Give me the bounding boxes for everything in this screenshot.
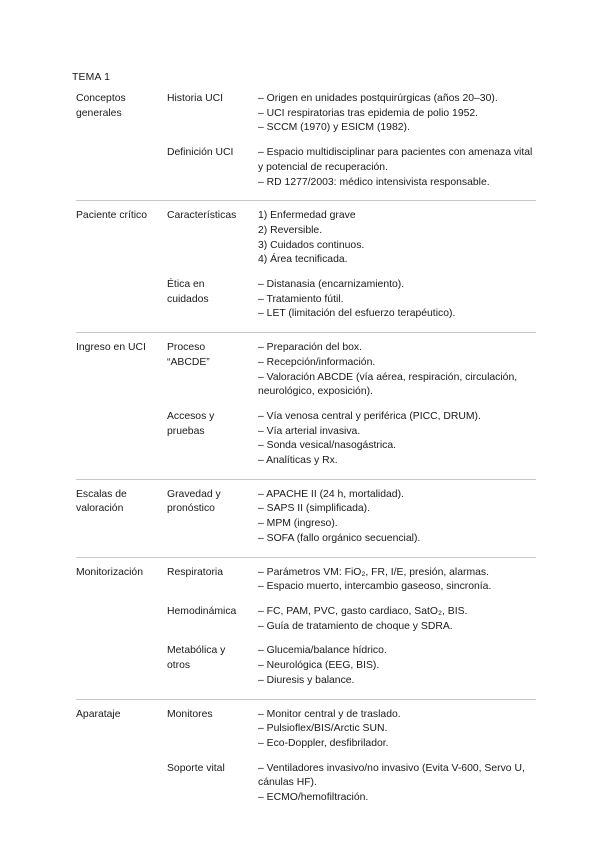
subsection-row xyxy=(167,762,536,806)
list-item: – Valoración ABCDE (vía aérea, respiración, circulación, neurológico, exposición). xyxy=(258,371,518,398)
item-list xyxy=(258,566,536,595)
list-item: – Sonda vesical/nasogástrica. xyxy=(258,440,397,452)
subsection-label: Características xyxy=(167,210,237,222)
list-item: – Vía arterial invasiva. xyxy=(258,425,361,437)
subsection-label: Soporte vital xyxy=(167,762,225,774)
subsection-row xyxy=(167,644,536,688)
list-item: – Espacio multidisciplinar para pacientes con amenaza vital y potencial de recuperación. xyxy=(258,147,533,173)
item-list xyxy=(258,605,536,634)
list-item: – APACHE II (24 h, mortalidad). xyxy=(258,488,404,500)
subsection-label: Hemodinámica xyxy=(167,605,237,617)
section-label: Ingreso en UCI xyxy=(76,342,146,354)
section xyxy=(76,479,536,557)
subsection-row xyxy=(167,708,536,752)
list-item: – RD 1277/2003: médico intensivista responsable. xyxy=(258,176,490,188)
list-item: – Monitor central y de traslado. xyxy=(258,708,401,720)
list-item: – MPM (ingreso). xyxy=(258,518,338,530)
list-item: – Analíticas y Rx. xyxy=(258,455,338,467)
item-list xyxy=(258,341,536,400)
item-list xyxy=(258,488,536,547)
subsection-label: Accesos y pruebas xyxy=(167,410,215,437)
list-item: – Vía venosa central y periférica (PICC, DRUM). xyxy=(258,410,481,422)
subsection-row xyxy=(167,410,536,469)
list-item: – Parámetros VM: FiO₂, FR, I/E, presión, alarmas. xyxy=(258,566,489,578)
section xyxy=(76,332,536,479)
item-list xyxy=(258,278,536,322)
list-item: – SOFA (fallo orgánico secuencial). xyxy=(258,532,421,544)
list-item: – Espacio muerto, intercambio gaseoso, sincronía. xyxy=(258,581,492,593)
list-item: – Origen en unidades postquirúrgicas (años 20–30). xyxy=(258,93,498,104)
item-list xyxy=(258,708,536,752)
section xyxy=(76,92,536,200)
section xyxy=(76,557,536,699)
subsection-label: Proceso “ABCDE” xyxy=(167,342,210,368)
subsection-row xyxy=(167,209,536,268)
subsection-row xyxy=(167,566,536,595)
list-item: 4) Área tecnificada. xyxy=(258,254,348,266)
subsection-label: Ética en cuidados xyxy=(167,279,209,305)
subsection-label: Metabólica y otros xyxy=(167,645,226,672)
list-item: – Neurológica (EEG, BIS). xyxy=(258,660,380,672)
list-item: – UCI respiratorias tras epidemia de polio 1952. xyxy=(258,107,479,119)
subsection-label: Gravedad y pronóstico xyxy=(167,488,221,515)
item-list xyxy=(258,209,536,268)
list-item: – SCCM (1970) y ESICM (1982). xyxy=(258,122,410,134)
subsection-label: Respiratoria xyxy=(167,566,224,578)
list-item: – ECMO/hemofiltración. xyxy=(258,792,369,804)
list-item: – Tratamiento fútil. xyxy=(258,293,344,305)
subsection-label: Historia UCI xyxy=(167,93,224,104)
subsection-row xyxy=(167,146,536,190)
section xyxy=(76,699,536,806)
list-item: – Distanasia (encarnizamiento). xyxy=(258,279,405,291)
list-item: – Recepción/información. xyxy=(258,356,376,368)
subsection-row xyxy=(167,488,536,547)
list-item: – LET (limitación del esfuerzo terapéutico). xyxy=(258,308,456,320)
subsection-row xyxy=(167,278,536,322)
list-item: – Preparación del box. xyxy=(258,342,362,354)
list-item: – Ventiladores invasivo/no invasivo (Evita V-600, Servo U, cánulas HF). xyxy=(258,762,525,789)
list-item: – Glucemia/balance hídrico. xyxy=(258,645,387,657)
list-item: 3) Cuidados continuos. xyxy=(258,239,365,251)
subsection-row xyxy=(167,341,536,400)
section-label: Escalas de valoración xyxy=(76,488,127,515)
item-list xyxy=(258,146,536,190)
list-item: – Pulsioflex/BIS/Arctic SUN. xyxy=(258,723,388,735)
list-item: – SAPS II (simplificada). xyxy=(258,503,371,515)
subsection-row xyxy=(167,92,536,136)
section-label: Aparataje xyxy=(76,708,121,720)
list-item: – Guía de tratamiento de choque y SDRA. xyxy=(258,620,453,632)
section-label: Conceptos generales xyxy=(76,93,126,119)
list-item: – Eco-Doppler, desfibrilador. xyxy=(258,737,389,749)
item-list xyxy=(258,410,536,469)
subsection-row xyxy=(167,605,536,634)
item-list xyxy=(258,644,536,688)
section-label: Monitorización xyxy=(76,566,143,578)
item-list xyxy=(258,92,536,136)
list-item: – Diuresis y balance. xyxy=(258,674,355,686)
outline-table xyxy=(76,92,536,806)
list-item: 1) Enfermedad grave xyxy=(258,210,356,222)
item-list xyxy=(258,762,536,806)
list-item: – FC, PAM, PVC, gasto cardiaco, SatO₂, BIS. xyxy=(258,605,468,617)
section-label: Paciente crítico xyxy=(76,210,148,222)
document-title: TEMA 1 xyxy=(72,72,111,83)
section xyxy=(76,200,536,332)
subsection-label: Monitores xyxy=(167,708,213,720)
subsection-label: Definición UCI xyxy=(167,147,234,159)
list-item: 2) Reversible. xyxy=(258,224,323,236)
